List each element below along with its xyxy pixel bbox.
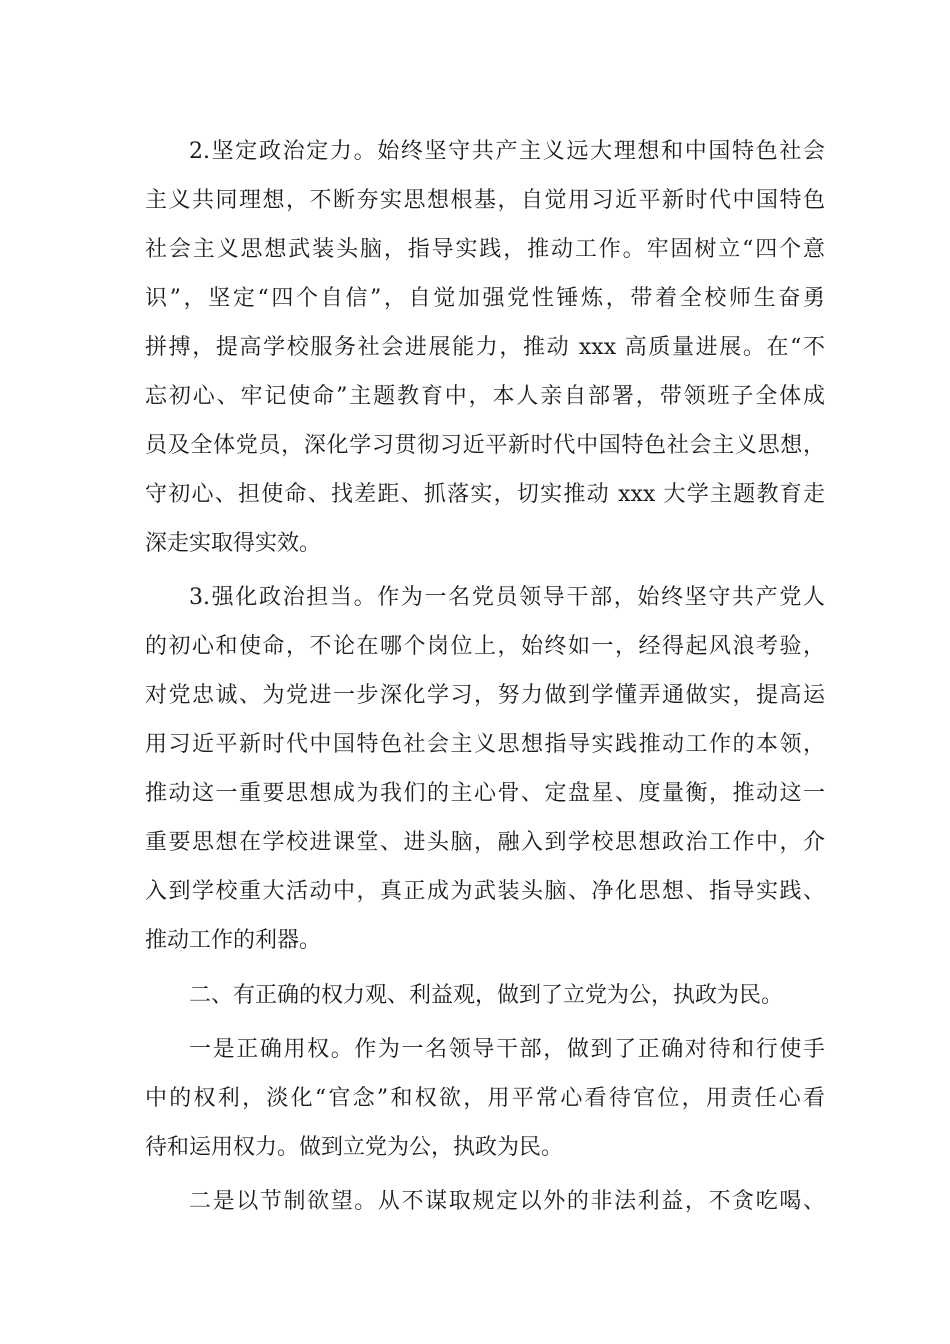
paragraph-line: 的初心和使命，不论在哪个岗位上，始终如一，经得起风浪考验， [145,634,825,659]
paragraph-line: 中的权利，淡化“官念”和权欲，用平常心看待官位，用责任心看 [145,1086,825,1111]
paragraph-line: 社会主义思想武装头脑，指导实践，推动工作。牢固树立“四个意 [145,237,825,262]
paragraph-line: 用习近平新时代中国特色社会主义思想指导实践推动工作的本领， [145,732,825,757]
paragraph-line: 员及全体党员，深化学习贯彻习近平新时代中国特色社会主义思想， [145,433,825,458]
paragraph-line: 重要思想在学校进课堂、进头脑，融入到学校思想政治工作中，介 [145,830,825,855]
paragraph-line: 忘初心、牢记使命”主题教育中，本人亲自部署，带领班子全体成 [145,384,825,409]
paragraph-line: 主义共同理想，不断夯实思想根基，自觉用习近平新时代中国特色 [145,188,825,213]
paragraph-line: 守初心、担使命、找差距、抓落实，切实推动 xxx 大学主题教育走 [145,482,825,507]
paragraph-line: 识”，坚定“四个自信”，自觉加强党性锤炼，带着全校师生奋勇 [145,286,825,311]
paragraph-line: 推动工作的利器。 [145,928,322,953]
paragraph-line: 对党忠诚、为党进一步深化学习，努力做到学懂弄通做实，提高运 [145,683,825,708]
paragraph-line: 2.坚定政治定力。始终坚守共产主义远大理想和中国特色社会 [189,139,825,164]
paragraph-line: 拼搏，提高学校服务社会进展能力，推动 xxx 高质量进展。在“不 [145,335,825,360]
paragraph-line: 3.强化政治担当。作为一名党员领导干部，始终坚守共产党人 [189,585,825,610]
paragraph-line: 推动这一重要思想成为我们的主心骨、定盘星、度量衡，推动这一 [145,781,825,806]
paragraph-line: 入到学校重大活动中，真正成为武装头脑、净化思想、指导实践、 [145,879,825,904]
section-heading: 二、有正确的权力观、利益观，做到了立党为公，执政为民。 [189,983,784,1008]
paragraph-line: 二是以节制欲望。从不谋取规定以外的非法利益，不贪吃喝、 [189,1189,825,1214]
paragraph-line: 深走实取得实效。 [145,531,322,556]
paragraph-line: 待和运用权力。做到立党为公，执政为民。 [145,1135,564,1160]
paragraph-line: 一是正确用权。作为一名领导干部，做到了正确对待和行使手 [189,1037,825,1062]
